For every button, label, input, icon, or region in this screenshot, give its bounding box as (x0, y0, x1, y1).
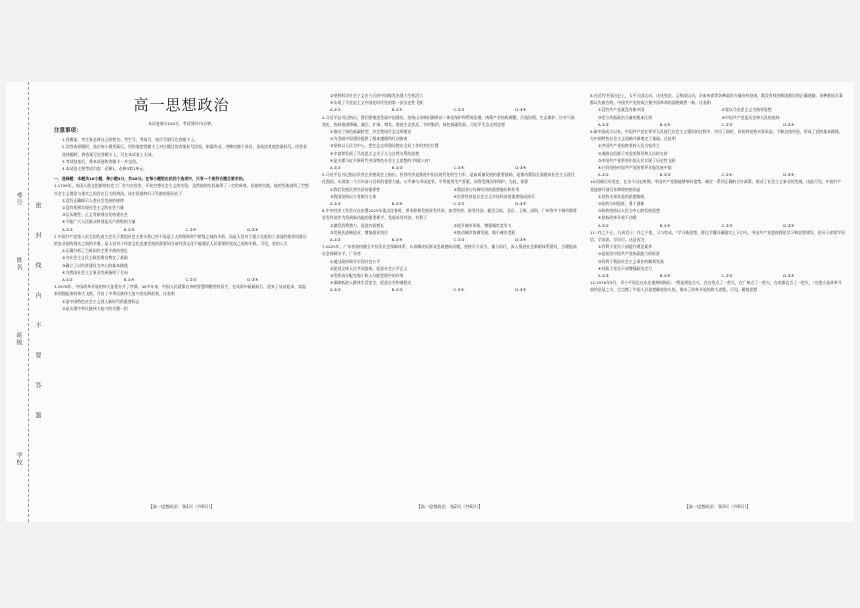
page-column-1 (54, 92, 309, 512)
label-xuexiao: 学校 (15, 452, 22, 466)
q7-option: ④保障低收入群体生活安全，促进社会和谐稳定 (330, 280, 412, 286)
page-footer: 【高一思想政治 第3页（共6页）】 (684, 503, 751, 509)
q11-answer-b: B.①④ (659, 273, 671, 279)
question-10: 10.回顾百年党史，在各个历史时期，中国共产党都能够审时度势，制定一系列正确的方针政策，推动了社会主义事业的发展。由此可见，中国共产党能够开创百年辉煌的密码是 (590, 179, 842, 192)
label-banji: 班级 (15, 332, 22, 346)
q8-option: ③党与其他政治力量的根本区别 (598, 114, 653, 120)
q3-option: ①是中国特色社会主义进入新时代的重要标志 (62, 298, 140, 304)
q2-option: ④为我国社会主义事业发展指明了方向 (62, 269, 128, 275)
q2-option: ①正确分析了当时国内主要矛盾的变化 (62, 248, 128, 254)
q11-answer-c: C.②③ (721, 273, 733, 279)
q8-answer-a: A.①③ (598, 121, 609, 127)
q8-answer-d: D.②④ (783, 121, 795, 127)
q4-answer-b: B.①③ (391, 165, 403, 171)
q9-answer-c: C.②④ (721, 172, 733, 178)
q9-answer-a: A.①② (598, 172, 609, 178)
q3-answer-b: B.①④ (391, 107, 403, 113)
q3-answers (322, 106, 577, 113)
page-footer: 【高一思想政治 第2页（共6页）】 (416, 503, 483, 509)
q5-answers (322, 200, 577, 207)
question-3: 3.1978年，中国改革开放的伟大征程拉开了序幕。40多年来，中国人民就靠自身的智慧和勤劳的双手，在风雨中砥砺前行，迎来了从站起来、富起来到强起来的伟大飞跃，开启了中华民族伟大复兴的光辉前景。这表明 (54, 284, 306, 297)
question-7: 7.2025年，广东省加快健全多层次社会保障体系，认真解决好群众急难愁盼问题，坚持尽力而为、量力而行，深入推进社会救助体系建设，合理提高社会保障水平。广东省 (322, 244, 577, 257)
q1-answers (54, 226, 309, 233)
q11-answer-d: D.②④ (783, 273, 795, 279)
question-8: 8.在近代中国历史上，太平天国运动、戊戌变法、义和团运动、辛亥革命等各种政治力量纷纷登场，都没有找到救国救民的正确道路。各种救国方案都以失败告终。中国共产党的成立使中国革命的面貌焕然一新。这表明 (590, 93, 843, 106)
q5-answer-a: A.①② (330, 201, 341, 207)
q3-option: ④实现了马克思主义中国化时代化的第一次历史性飞跃 (330, 100, 423, 106)
q1-option: ①没有正确揭示人类社会发展的规律 (62, 197, 124, 203)
q10-answer-c: C.②③ (721, 222, 733, 228)
q6-answer-b: B.①④ (391, 237, 403, 243)
q1-answer-d: D.③④ (247, 226, 259, 232)
q6-answer-a: A.①② (330, 237, 341, 243)
q10-answer-a: A.①② (598, 222, 609, 228)
q4-option: ③坚持以人民为中心，把生态文明建设摆在全局工作的突出位置 (330, 143, 439, 149)
q1-answer-b: B.①③ (123, 226, 135, 232)
page-footer: 【高一思想政治 第1页（共6页）】 (148, 503, 215, 509)
question-6: 6.中央经济工作会议在布置2025年重点任务时，要求积极发展首发经济、冰雪经济、银发经济。截至目前，北京、上海、深圳、广州等多个城市都将首发经济作为发展新动能的重要抓手。发展首发经济，有利于 (322, 208, 577, 221)
exam-info: 本试卷满分100分，考试用时75分钟。 (148, 121, 215, 126)
q1-option: ④不能广大人民群众特别是无产阶级的力量 (62, 219, 136, 225)
q3-option: ③坚持科学社会主义在今天的中国焕发出强大生机活力 (330, 93, 423, 98)
q6-answer-c: C.②③ (453, 237, 465, 243)
q2-option: ②为社会主义民主政治建设奠定了基础 (62, 255, 128, 261)
seal-line (28, 82, 29, 522)
q7-option: ②促进全体人民共同富裕，促进社会公平正义 (330, 265, 408, 271)
q10-option: ④坚持改革开放不动摇 (598, 215, 637, 221)
q11-option: ①有利于党员干部提升理论素养 (598, 244, 653, 250)
question-1: 1.1799年，英国人欧文把新纳拉克工厂作为实验室，开始空想社会主义的实验。虽然他的实验取得了一定的成效，但最终失败。他的失败说明了空想社会主义理论与现实之间存在巨大的鸿沟，该实验最终归于失败的原因在于 (54, 183, 309, 196)
q9-answer-d: D.③④ (783, 172, 795, 178)
q4-answer-c: C.②④ (453, 165, 465, 171)
q6-option: ①激发消费潜力，促进内需增长 (330, 222, 385, 228)
q7-option: ①通过政府调节实现社会公平 (330, 258, 381, 264)
q3-answer-a: A.①② (330, 107, 341, 113)
q9-option: ①中国共产党始终坚持人民当家作主 (598, 143, 660, 149)
q4-option: ④是支撑习近平新时代中国特色社会主义思想的"四梁八柱" (330, 157, 431, 163)
seal-char: 内 (34, 292, 41, 299)
question-9: 9.新中国成立以来，中国共产党在领导人民进行社会主义建设的过程中，经历了曲折，但始终坚持实事求是，不断总结经验，形成了党的基本路线，为中国特色社会主义道路开辟奠定了基础。这说明 (590, 129, 843, 142)
q7-option: ③发挥再分配在缩小收入分配差距中的作用 (330, 273, 404, 279)
exam-title: 高一思想政治 (133, 96, 230, 114)
q5-answer-c: C.②③ (453, 201, 465, 207)
q2-answers (54, 276, 309, 283)
q9-option: ③中国共产党带领中国人民实现了历史性飞跃 (598, 157, 676, 163)
q1-option: ③仅从理性、正义等原则出发构建社会 (62, 212, 128, 218)
seal-char: 密 (34, 202, 41, 209)
q4-option: ①推动了绿色低碳转型，决定我国生态文明建设 (330, 129, 412, 135)
q8-option: ①没有共产党就没有新中国 (598, 107, 645, 113)
q8-option: ④中国共产党是历史和人民的选择 (721, 114, 780, 120)
q4-answers (322, 164, 577, 171)
exam-sheet (6, 82, 854, 522)
q1-option: ②没有找到实现社会主义的社会力量 (62, 205, 124, 211)
q5-option: ①我们发展民营经济的重要性 (330, 186, 381, 192)
q9-option: ④只有坚持中国共产党的领导才能发展中国 (598, 165, 672, 171)
q9-option: ②道路自信源于对党的领导和人民的支持 (598, 150, 668, 156)
seal-char: 题 (34, 412, 41, 419)
q6-options-row-2 (322, 229, 577, 236)
q3-answer-d: D.③④ (515, 107, 527, 113)
binding-margin (6, 82, 48, 522)
q11-option: ②是检验中国共产党执政能力的标准 (598, 251, 660, 257)
q7-answer-a: A.①② (330, 287, 341, 293)
note-item: 2.回答选择题时，选出每小题答案后，用铅笔把答题卡上对应题目的答案标号涂黑。如需改动，用橡皮擦干净后，再选涂其他答案标号。回答非选择题时，将答案写在答题卡上。写在本试卷上无效。 (62, 144, 307, 157)
section-heading: 一、选择题：本题共16小题，每小题3分，共48分。在每小题给出的四个选项中，只有一个是符合题目要求的。 (54, 176, 247, 182)
q6-answers (322, 236, 577, 243)
q5-option: ④民营经济是社会主义市场经济的重要组成部分 (453, 193, 535, 199)
q8-options-row-1 (590, 106, 845, 113)
seal-char: 答 (34, 382, 41, 389)
question-11: 11."作之不止，乃成君子；作之不变，习与性成。"学习新思想，要在学懂弄通做实上下功夫。中国共产党重视理论学习和思想建设，党员干部要学而信、学而思、学而行。这是因为 (590, 229, 845, 243)
q10-answer-b: B.①④ (659, 222, 671, 228)
q5-answer-b: B.①④ (391, 201, 403, 207)
q5-answer-d: D.③④ (515, 201, 527, 207)
q2-answer-d: D.③④ (247, 277, 259, 283)
q4-option: ②为美丽中国建设提供了根本遵循和行动指南 (330, 136, 408, 142)
q3-answer-c: C.②③ (453, 107, 465, 113)
q5-options-row-1 (322, 186, 577, 193)
q10-option: ①坚持实事求是的思想路线 (598, 193, 645, 199)
q4-answer-a: A.①② (330, 165, 341, 171)
q1-answer-c: C.②④ (185, 226, 197, 232)
q5-option: ③我国坚持以公有制为主体 (330, 193, 377, 199)
question-4: 4.习近平总书记指出，我们要推进美丽中国建设，坚持山水林田湖草沙一体化保护和系统治理，统筹产业结构调整、污染治理、生态保护、应对气候变化，协同推进降碳、减污、扩绿、增长，推进生态优先、节约集约、绿色低碳发展。习近平生态文明思想 (322, 114, 575, 127)
seal-char: 线 (34, 262, 41, 269)
page-column-2 (322, 92, 577, 512)
page-column-3 (590, 92, 845, 512)
label-kaohao: 考号 (15, 192, 22, 206)
q8-option: ②党以马克思主义为指导思想 (721, 107, 772, 113)
q4-answer-d: D.③④ (515, 165, 527, 171)
question-5: 5.习近平总书记指出民营企业座谈会上指出，民营经济是推进中国式现代化的生力军，是高质量发展的重要基础，是推动我国全面建成社会主义现代化强国、实现第二个百年奋斗目标的重要力量。公平参与市场竞争，平等使用生产要素，同等受到法律保护。为此，需要 (322, 172, 575, 185)
q9-answer-b: B.①③ (659, 172, 671, 178)
q6-option: ③发展先进制造业，增加就业岗位 (330, 229, 388, 235)
q7-answer-d: D.③④ (515, 287, 527, 293)
label-xingming: 姓名 (15, 257, 22, 271)
q5-option: ②我国非公有制经济的重要地位和作用 (453, 186, 520, 192)
q8-answer-c: C.②③ (721, 121, 733, 127)
seal-char: 要 (34, 352, 41, 359)
q10-answers (590, 222, 845, 229)
q3-option: ②是实现中华民族伟大复兴的关键一招 (62, 305, 128, 311)
q8-options-row-2 (590, 114, 845, 121)
note-item: 4.本试卷主要考试内容：必修1，必修3第1单元。 (62, 166, 148, 172)
q2-answer-a: A.①② (62, 277, 73, 283)
q7-answers (322, 286, 577, 293)
q11-option: ③有利于我国社会主义事业的顺利发展 (598, 258, 664, 264)
q2-answer-c: C.②③ (185, 277, 197, 283)
seal-char: 不 (34, 322, 41, 329)
seal-char: 封 (34, 232, 41, 239)
q10-option: ③始终坚持以人民为中心的发展思想 (598, 208, 660, 214)
q2-option: ③确立了以经济建设为中心的基本路线 (62, 262, 128, 268)
q6-answer-d: D.③④ (515, 237, 527, 243)
q8-answer-b: B.①④ (659, 121, 671, 127)
q2-answer-b: B.①④ (123, 277, 135, 283)
q9-answers (590, 171, 845, 178)
question-12: 12.1978年9月，邓小平同志在东北视察时指出："我是到处点火，在这里点了一把火，在广州点了一把火，在成都也点了一把火。"这把火是改革开放的星星之火，它点燃了中国人民思想解放的火焰，推动了改革开放的伟大进程。可见，解放思想 (590, 280, 842, 293)
q10-answer-d: D.③④ (783, 222, 795, 228)
q11-answers (590, 272, 845, 279)
note-item: 1.答题前，考生务必将自己的姓名、考生号、考场号、座位号填写在答题卡上。 (62, 137, 198, 143)
q7-answer-c: C.②④ (453, 287, 465, 293)
q7-answer-b: B.①③ (391, 287, 403, 293)
q10-option: ②始终与时俱进，勇于创新 (598, 201, 645, 207)
q6-options-row-1 (322, 222, 577, 229)
q6-option: ④推动城乡协调发展，缩小城乡差距 (453, 229, 516, 235)
q8-answers (590, 121, 845, 128)
q11-option: ④有助于党员干部增强政治定力 (598, 265, 653, 271)
note-item: 3.考试结束后，将本试卷和答题卡一并交回。 (62, 158, 140, 164)
q11-answer-a: A.①③ (598, 273, 609, 279)
q4-option: ④丰富和发展了马克思主义关于人与自然关系的思想 (330, 150, 420, 156)
notes-heading: 注意事项： (54, 128, 82, 135)
q1-answer-a: A.①② (62, 226, 73, 232)
q6-option: ②提升城市形象，增强城市竞争力 (453, 222, 512, 228)
question-2: 2.中国共产党第八次全国代表大会关于我国社会主要矛盾已经不再是工人阶级和资产阶级之间的矛盾，而是人民对于建立先进的工业国的要求同落后的农业国的现实之间的矛盾，是人民对于经济文化迅速发展的需要同当前经济文化不能满足人民需要的状况之间的矛盾。可见，党的八大 (54, 233, 307, 247)
q5-options-row-2 (322, 193, 577, 200)
